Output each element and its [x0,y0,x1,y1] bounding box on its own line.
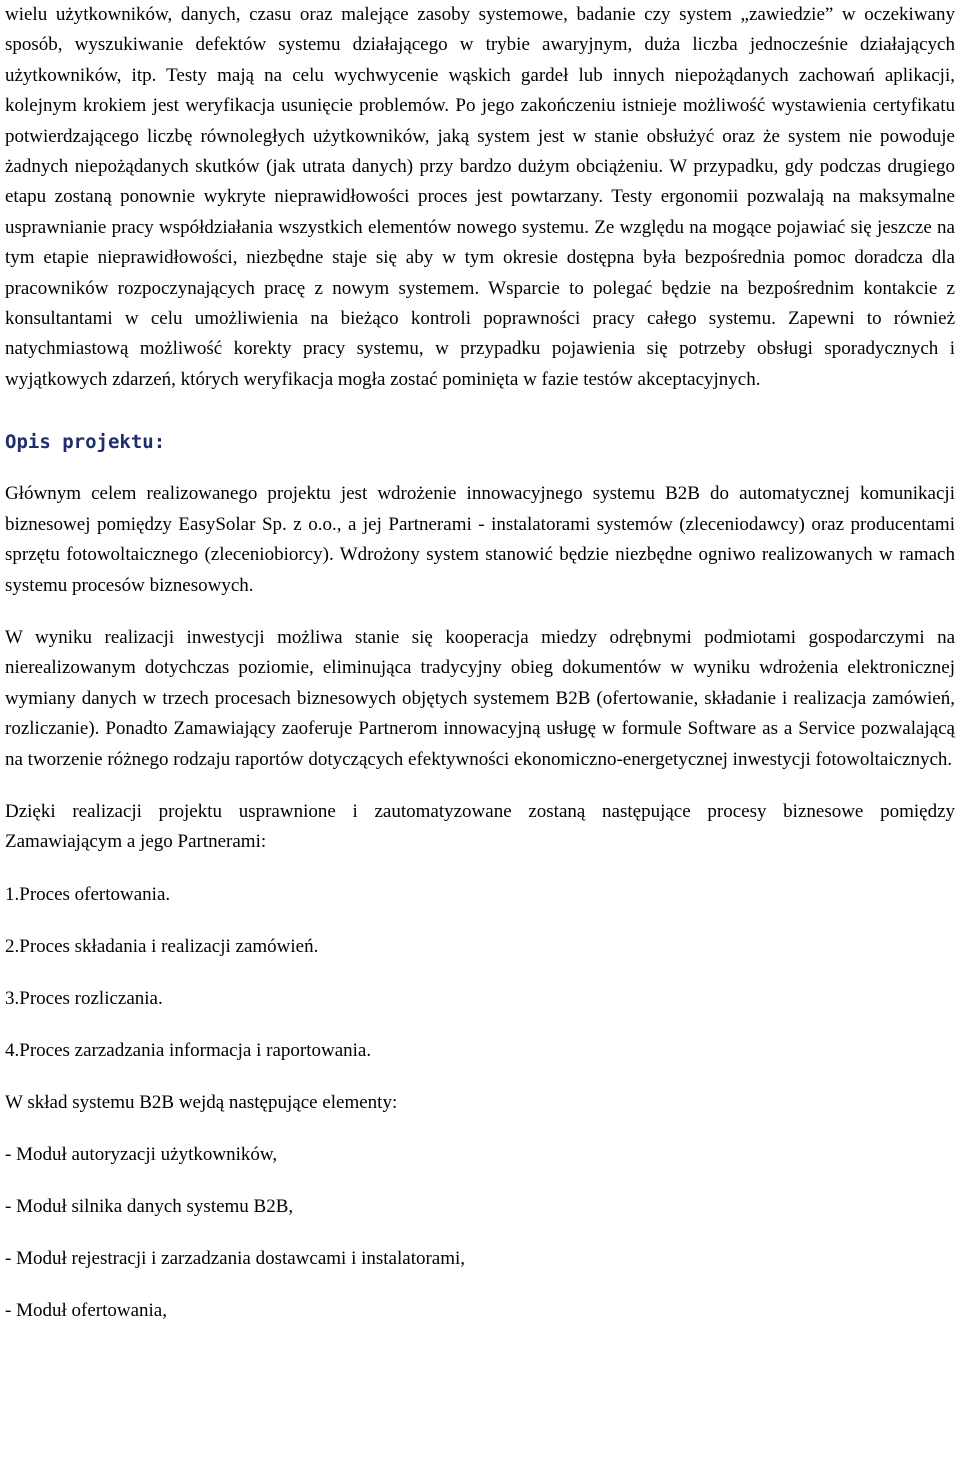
intro-paragraph: wielu użytkowników, danych, czasu oraz malejące zasoby systemowe, badanie czy system „zawiedzie” w oczekiwany sposób, wyszukiwanie defektów systemu działającego w trybie awaryjnym, duża liczba jednocześnie działających użytkowników, itp. Testy mają na celu wychwycenie wąskich gardeł lub innych niepożądanych zachowań aplikacji, kolejnym krokiem jest weryfikacja usunięcie problemów. Po jego zakończeniu istnieje możliwość wystawienia certyfikatu potwierdzającego liczbę równoległych użytkowników, jaką system jest w stanie obsłużyć oraz że system nie powoduje żadnych niepożądanych skutków (jak utrata danych) przy bardzo dużym obciążeniu. W przypadku, gdy podczas drugiego etapu zostaną ponownie wykryte nieprawidłowości proces jest powtarzany. Testy ergonomii pozwalają na maksymalne usprawnianie pracy współdziałania wszystkich elementów nowego systemu. Ze względu na mogące pojawiać się jeszcze na tym etapie nieprawidłowości, niezbędne staje się aby w tym okresie dostępna była bezpośrednia pomoc doradcza dla pracowników rozpoczynających pracę z nowym systemem. Wsparcie to polegać będzie na bezpośrednim kontakcie z konsultantami w celu umożliwienia na bieżąco kontroli poprawności pracy całego systemu. Zapewni to również natychmiastową możliwość korekty pracy systemu, w przypadku pojawienia się potrzeby obsługi sporadycznych i wyjątkowych zdarzeń, których weryfikacja mogła zostać pominięta w fazie testów akceptacyjnych. [5,4,955,390]
paragraph-processes-intro: Dzięki realizacji projektu usprawnione i zautomatyzowane zostaną następujące procesy biznesowe pomiędzy Zamawiającym a jego Partnerami: [5,800,955,853]
section-heading-project-description: Opis projektu: [5,431,166,454]
paragraph-project-goal: Głównym celem realizowanego projektu jest wdrożenie innowacyjnego systemu B2B do automatycznej komunikacji biznesowej pomiędzy EasySolar Sp. z o.o., a jej Partnerami - instalatorami systemów (zleceniodawcy) oraz producentami sprzętu fotowoltaicznego (zleceniobiorcy). Wdrożony system stanowić będzie niezbędne ogniwo realizowanych w ramach systemu procesów biznesowych. [5,483,955,596]
paragraph-project-result: W wyniku realizacji inwestycji możliwa stanie się kooperacja miedzy odrębnymi podmiotami gospodarczymi na nierealizowanym dotychczas poziomie, eliminująca tradycyjny obieg dokumentów w wyniku wdrożenia elektronicznej wymiany danych w trzech procesach biznesowych objętych systemem B2B (ofertowanie, składanie i realizacja zamówień, rozliczanie). Ponadto Zamawiający zaoferuje Partnerom innowacyjną usługę w formule Software as a Service pozwalającą na tworzenie różnego rodzaju raportów dotyczących efektywności ekonomiczno-energetycznej inwestycji fotowoltaicznych. [5,626,955,770]
element-item: - Moduł autoryzacji użytkowników, [5,1143,278,1165]
element-item: - Moduł silnika danych systemu B2B, [5,1195,294,1217]
process-item: 2.Proces składania i realizacji zamówień. [5,935,319,957]
process-item: 1.Proces ofertowania. [5,883,171,905]
process-item: 3.Proces rozliczania. [5,987,163,1009]
process-item: 4.Proces zarzadzania informacja i raportowania. [5,1039,372,1061]
elements-intro: W skład systemu B2B wejdą następujące elementy: [5,1091,398,1113]
element-item: - Moduł ofertowania, [5,1299,167,1321]
element-item: - Moduł rejestracji i zarzadzania dostawcami i instalatorami, [5,1247,466,1269]
